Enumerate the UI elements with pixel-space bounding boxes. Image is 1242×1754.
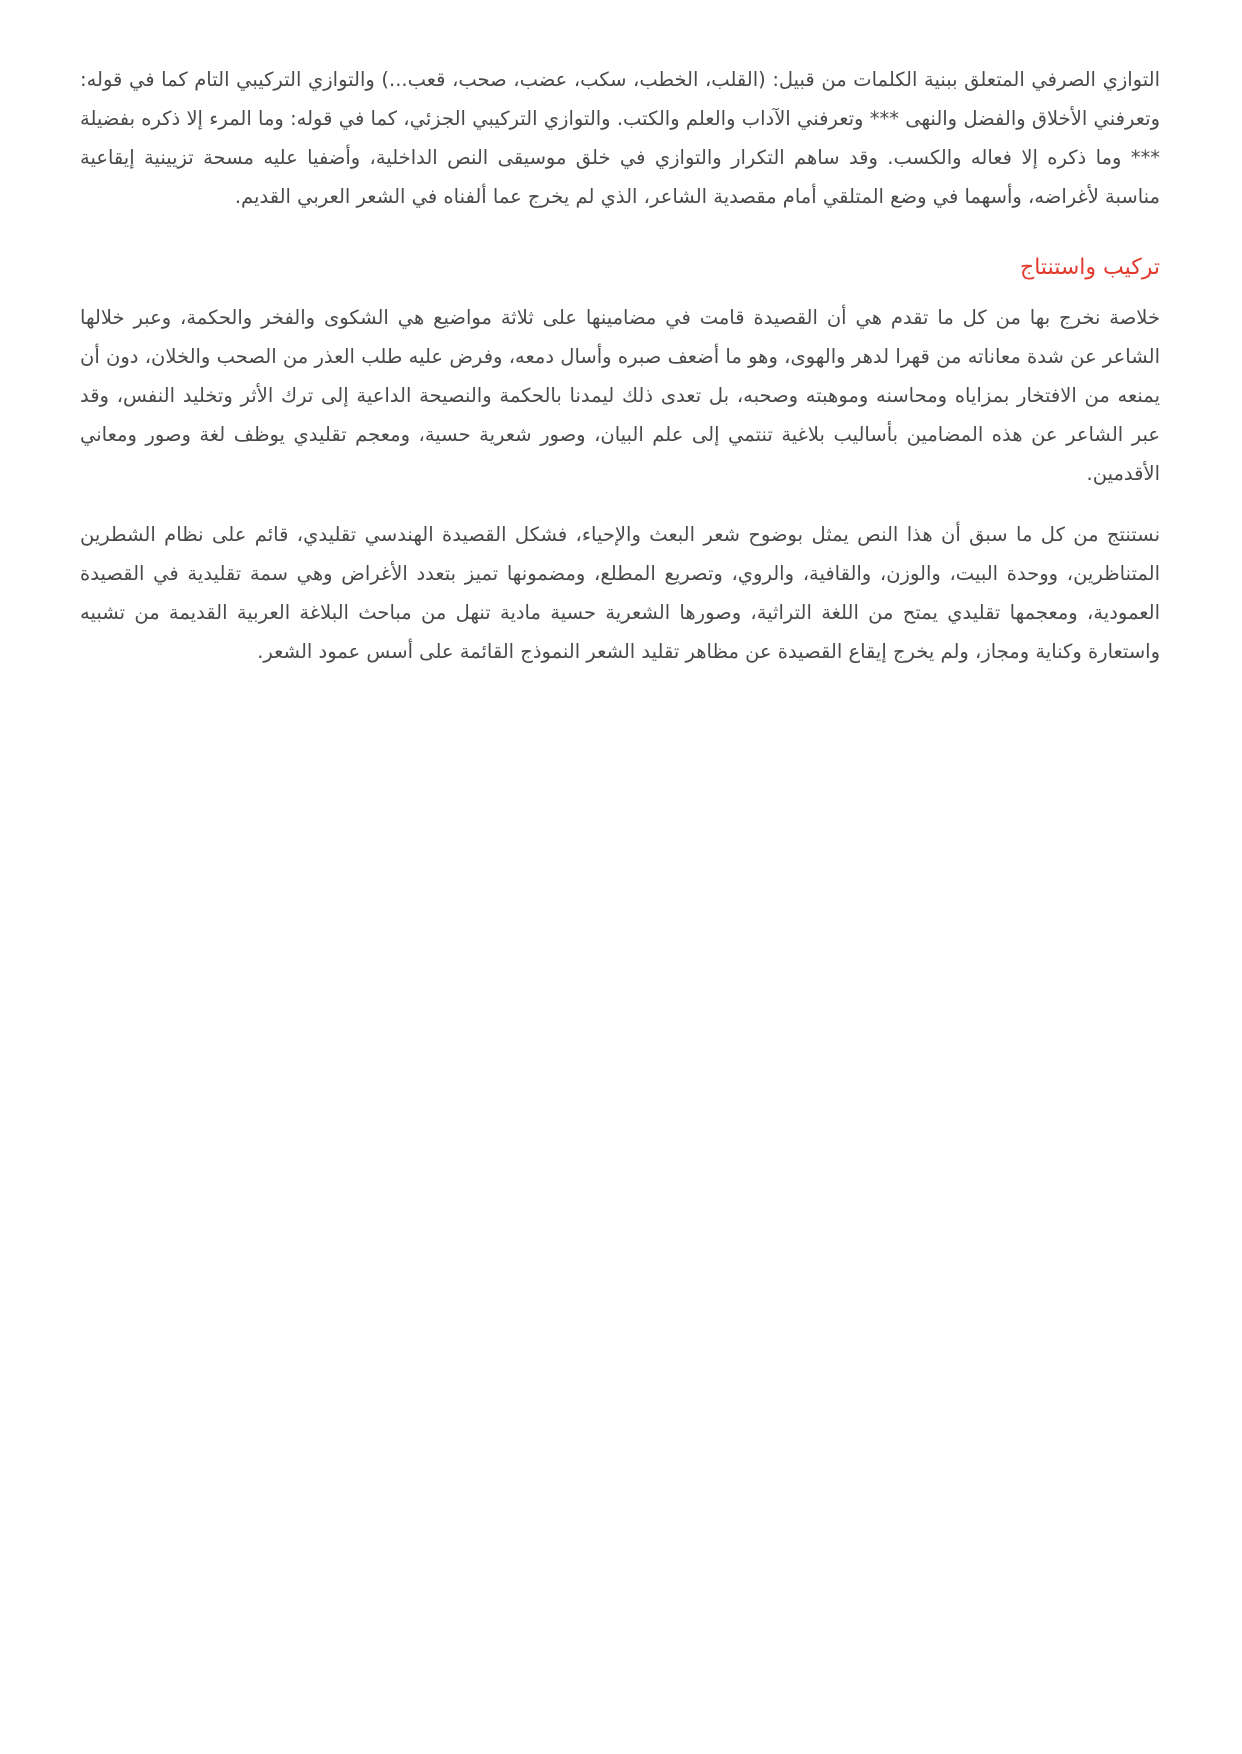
document-page — [80, 60, 1160, 693]
section-heading: تركيب واستنتاج — [1020, 255, 1160, 280]
paragraph-parallelism: التوازي الصرفي المتعلق ببنية الكلمات من قبيل: (القلب، الخطب، سكب، عضب، صحب، قعب...) والتوازي التركيبي التام كما في قوله: وتعرفني الأخلاق والفضل والنهى *** وتعرفني الآداب والعلم والكتب. والتوازي التركيبي الجزئي، كما في قوله: وما المرء إلا ذكره بفضيلة *** وما ذكره إلا فعاله والكسب. وقد ساهم التكرار والتوازي في خلق موسيقى النص الداخلية، وأضفيا عليه مسحة تزيينية إيقاعية مناسبة لأغراضه، وأسهما في وضع المتلقي أمام مقصدية الشاعر، الذي لم يخرج عما ألفناه في الشعر العربي القديم. — [80, 68, 1160, 208]
paragraph-conclusion: نستنتج من كل ما سبق أن هذا النص يمثل بوضوح شعر البعث والإحياء، فشكل القصيدة الهندسي تقليدي، قائم على نظام الشطرين المتناظرين، ووحدة البيت، والوزن، والقافية، والروي، وتصريع المطلع، ومضمونها تميز بتعدد الأغراض وهي سمة تقليدية في القصيدة العمودية، ومعجمها تقليدي يمتح من اللغة التراثية، وصورها الشعرية حسية مادية تنهل من مباحث البلاغة العربية القديمة من تشبيه واستعارة وكناية ومجاز، ولم يخرج إيقاع القصيدة عن مظاهر تقليد الشعر النموذج القائمة على أسس عمود الشعر. — [80, 523, 1160, 663]
paragraph-summary: خلاصة نخرج بها من كل ما تقدم هي أن القصيدة قامت في مضامينها على ثلاثة مواضيع هي الشكوى والفخر والحكمة، وعبر خلالها الشاعر عن شدة معاناته من قهرا لدهر والهوى، وهو ما أضعف صبره وأسال دمعه، وفرض عليه طلب العذر من الصحب والخلان، دون أن يمنعه من الافتخار بمزاياه ومحاسنه وموهبته وصحبه، بل تعدى ذلك ليمدنا بالحكمة والنصيحة الداعية إلى ترك الأثر وتخليد النفس، وقد عبر الشاعر عن هذه المضامين بأساليب بلاغية تنتمي إلى علم البيان، وصور شعرية حسية، ومعجم تقليدي يوظف لغة وصور ومعاني الأقدمين. — [80, 306, 1160, 485]
